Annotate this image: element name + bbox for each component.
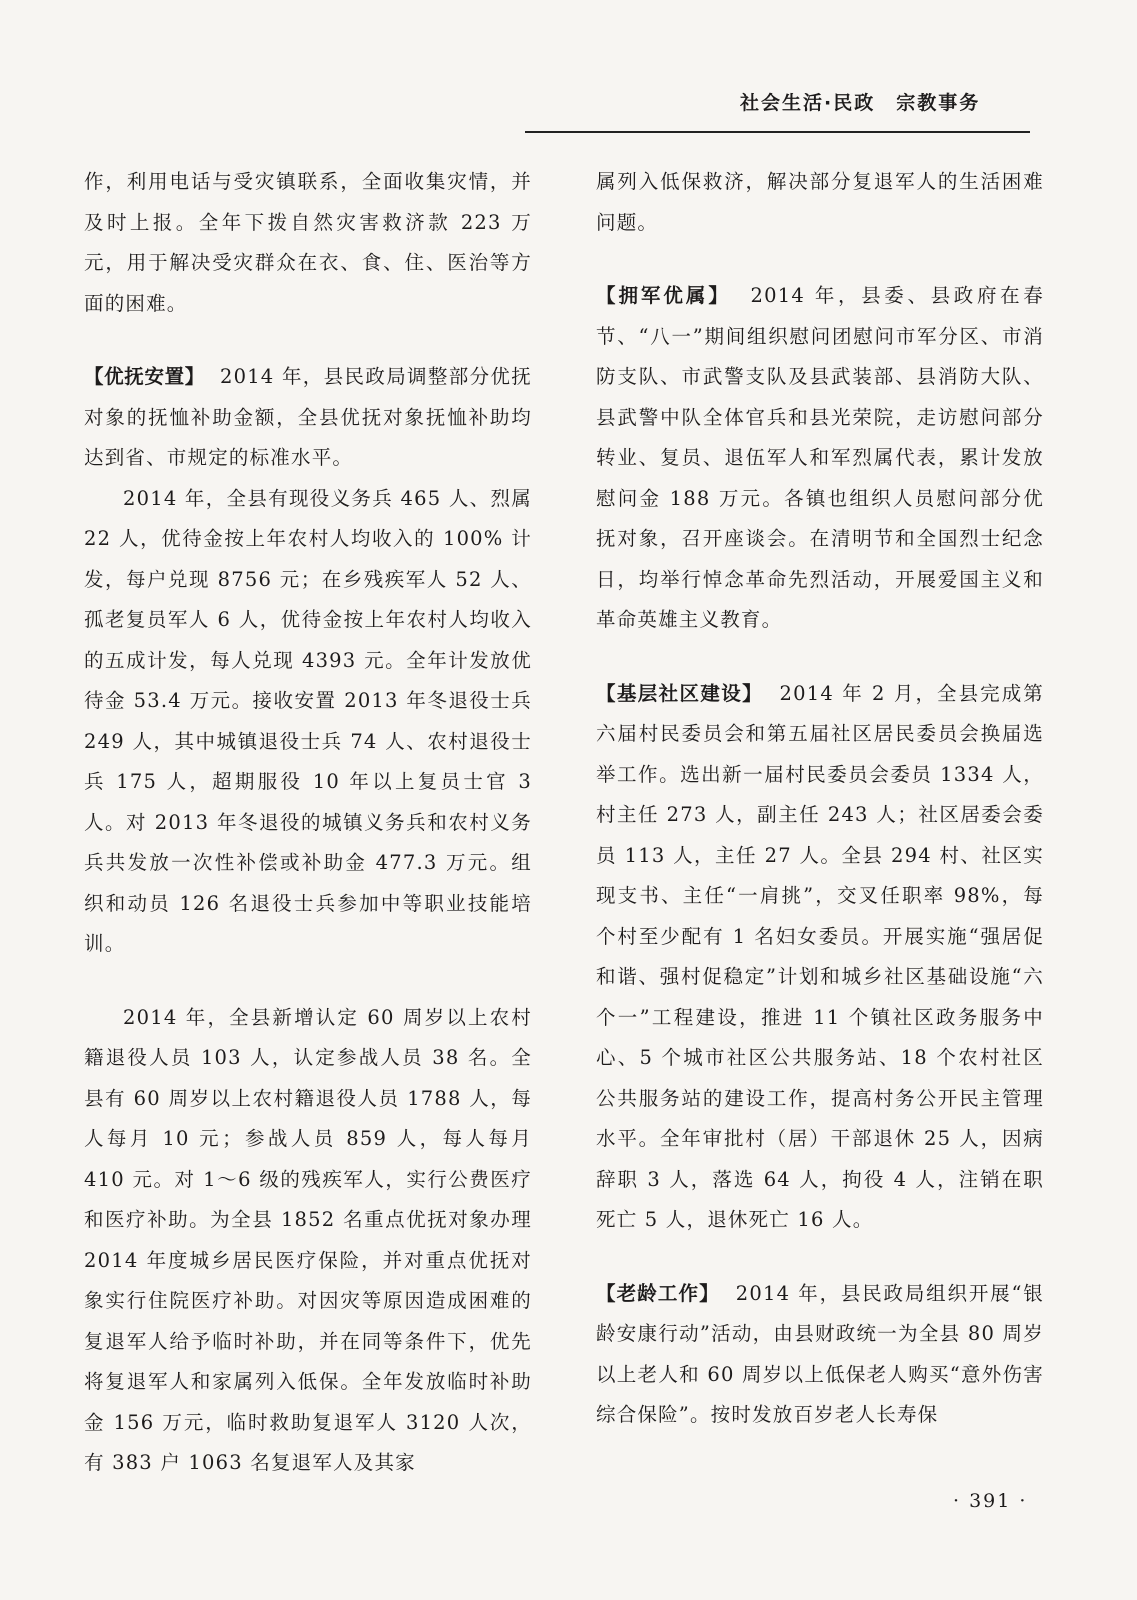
section-community-building [596,674,1044,1241]
paragraph-continued: 属列入低保救济，解决部分复退军人的生活困难问题。 [596,170,1044,234]
paragraph-youfu-3: 2014 年，全县新增认定 60 周岁以上农村籍退役人员 103 人，认定参战人员 38 名。全县有 60 周岁以上农村籍退役人员 1788 人，每人每月 10 元；参战人员 859 人，每人每月 410 元。对 1～6 级的残疾军人，实行公费医疗和医疗补助。为全县 1852 名重点优抚对象办理 2014 年度城乡居民医疗保险，并对重点优抚对象实行住院医疗补助。对因灾等原因造成困难的复退军人给予临时补助，并在同等条件下，优先将复退军人和家属列入低保。全年发放临时补助金 156 万元，临时救助复退军人 3120 人次，有 383 户 1063 名复退军人及其家 [84,1005,532,1474]
section-elderly-work [596,1274,1044,1436]
left-column [84,162,532,1484]
page-number: · 391 · [953,1490,1028,1512]
section-heading: 【基层社区建设】 [596,681,763,705]
section-yongjun-youshu [596,276,1044,641]
section-heading: 【拥军优属】 [596,284,731,307]
right-column [596,162,1044,1436]
section-heading: 【优抚安置】 [84,365,205,388]
paragraph-youfu-2: 2014 年，全县有现役义务兵 465 人、烈属 22 人，优待金按上年农村人均收入的 100% 计发，每户兑现 8756 元；在乡残疾军人 52 人、孤老复员军人 6 人，优待金按上年农村人均收入的五成计发，每人兑现 4393 元。全年计发放优待金 53.4 万元。接收安置 2013 年冬退役士兵 249 人，其中城镇退役士兵 74 人、农村退役士兵 175 人，超期服役 10 年以上复员士官 3 人。对 2013 年冬退役的城镇义务兵和农村义务兵共发放一次性补偿或补助金 477.3 万元。组织和动员 126 名退役士兵参加中等职业技能培训。 [84,486,532,955]
running-header: 社会生活·民政 宗教事务 [740,92,981,114]
section-heading: 【老龄工作】 [596,1281,720,1305]
paragraph-text: 2014 年，县委、县政府在春节、“八一”期间组织慰问团慰问市军分区、市消防支队、市武警支队及县武装部、县消防大队、县武警中队全体官兵和县光荣院，走访慰问部分转业、复员、退伍军人和军烈属代表，累计发放慰问金 188 万元。各镇也组织人员慰问部分优抚对象，召开座谈会。在清明节和全国烈士纪念日，均举行悼念革命先烈活动，开展爱国主义和革命英雄主义教育。 [596,284,1044,631]
paragraph-text: 2014 年，县民政局组织开展“银龄安康行动”活动，由县财政统一为全县 80 周岁以上老人和 60 周岁以上低保老人购买“意外伤害综合保险”。按时发放百岁老人长寿保 [596,1281,1044,1426]
paragraph-text: 2014 年 2 月，全县完成第六届村民委员会和第五届社区居民委员会换届选举工作。选出新一届村民委员会委员 1334 人，村主任 273 人，副主任 243 人；社区居委会委员 113 人，主任 27 人。全县 294 村、社区实现支书、主任“一肩挑”，交叉任职率 98%，每个村至少配有 1 名妇女委员。开展实施“强居促和谐、强村促稳定”计划和城乡社区基础设施“六个一”工程建设，推进 11 个镇社区政务服务中心、5 个城市社区公共服务站、18 个农村社区公共服务站的建设工作，提高村务公开民主管理水平。全年审批村（居）干部退休 25 人，因病辞职 3 人，落选 64 人，拘役 4 人，注销在职死亡 5 人，退休死亡 16 人。 [596,681,1044,1231]
paragraph-text: 2014 年，县民政局调整部分优抚对象的抚恤补助金额，全县优抚对象抚恤补助均达到省、市规定的标准水平。 [84,365,532,469]
header-rule [525,131,1030,133]
paragraph-disaster-relief: 作，利用电话与受灾镇联系，全面收集灾情，并及时上报。全年下拨自然灾害救济款 223 万元，用于解决受灾群众在衣、食、住、医治等方面的困难。 [84,170,532,315]
section-youfu-anzhi [84,357,532,479]
